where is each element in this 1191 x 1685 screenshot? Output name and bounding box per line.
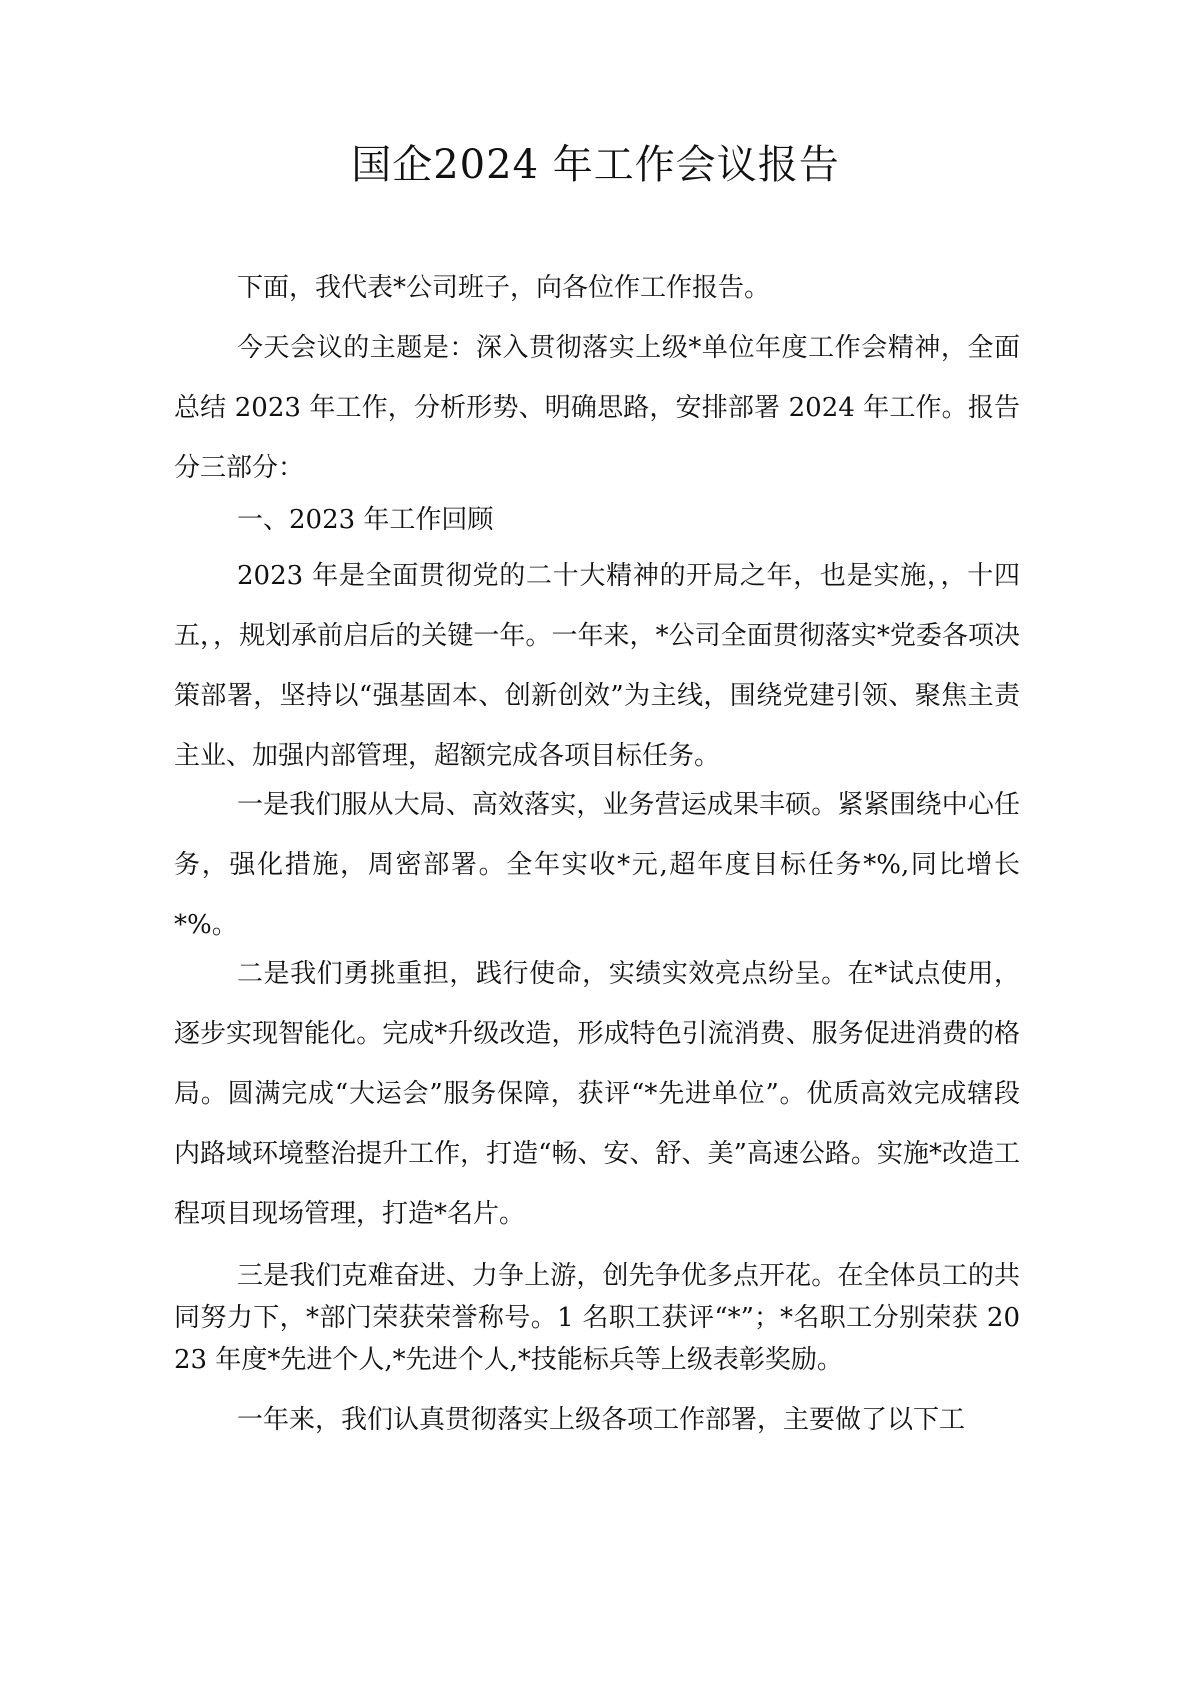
paragraph-intro: 下面，我代表*公司班子，向各位作工作报告。	[237, 273, 771, 303]
paragraph-point-two: 二是我们勇挑重担，践行使命，实绩实效亮点纷呈。在*试点使用，逐步实现智能化。完成*升级改造，形成特色引流消费、服务促进消费的格局。圆满完成“大运会”服务保障，获评“*先进单位”。优质高效完成辖段内路域环境整治提升工作，打造“畅、安、舒、美”高速公路。实施*改造工程项目现场管理，打造*名片。	[174, 959, 1020, 1229]
document-title: 国企2024 年工作会议报告	[351, 142, 840, 188]
section-heading-review: 一、2023 年工作回顾	[237, 505, 494, 535]
paragraph-summary: 一年来，我们认真贯彻落实上级各项工作部署，主要做了以下工	[237, 1405, 966, 1435]
paragraph-point-one: 一是我们服从大局、高效落实，业务营运成果丰硕。紧紧围绕中心任务，强化措施，周密部署。全年实收*元,超年度目标任务*%,同比增长*%。	[174, 790, 1020, 940]
paragraph-theme: 今天会议的主题是：深入贯彻落实上级*单位年度工作会精神，全面总结 2023 年工作，分析形势、明确思路，安排部署 2024 年工作。报告分三部分：	[174, 333, 1020, 483]
paragraph-point-three: 三是我们克难奋进、力争上游，创先争优多点开花。在全体员工的共同努力下，*部门荣获荣誉称号。1 名职工获评“*”；*名职工分别荣获 2023 年度*先进个人,*先进个人,*技能标兵等上级表彰奖励。	[174, 1261, 1020, 1375]
paragraph-overview: 2023 年是全面贯彻党的二十大精神的开局之年，也是实施，，十四五，，规划承前启后的关键一年。一年来，*公司全面贯彻落实*党委各项决策部署，坚持以“强基固本、创新创效”为主线，围绕党建引领、聚焦主责主业、加强内部管理，超额完成各项目标任务。	[174, 561, 1020, 771]
